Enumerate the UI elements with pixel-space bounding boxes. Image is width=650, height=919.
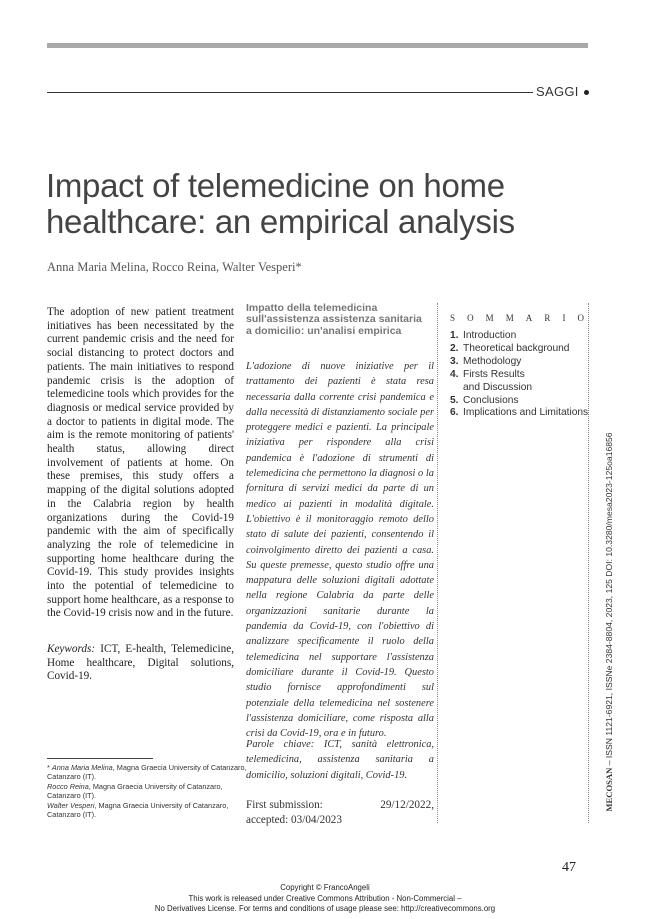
page-number: 47 <box>562 860 576 875</box>
journal-details: – ISSN 1121-6921, ISSNe 2384-8804, 2023, 125 DOI: 10.3280/mesa2023-125oa16856 <box>604 432 614 768</box>
sommario-letter: R <box>544 313 551 323</box>
sommario-letter: A <box>525 313 533 323</box>
submission-info <box>246 798 434 827</box>
toc-item-continuation: and Discussion <box>463 381 533 393</box>
footnote-rule <box>47 758 153 759</box>
section-label: SAGGI <box>536 84 579 99</box>
license-line-2: No Derivatives License. For terms and conditions of usage please see: http://creativecommons.org <box>154 904 496 913</box>
sommario-heading <box>450 313 584 323</box>
italian-title: Impatto della telemedicina sull'assistenza assistenza sanitaria a domicilio: un'analisi empirica <box>246 302 422 337</box>
abstract-english: The adoption of new patient treatment initiatives has been necessitated by the current pandemic crisis and the need for social distancing to protect doctors and patients. The main initiatives to respond pandemic crisis is the adoption of telemedicine tools which provides for the diagnosis or medical service provided by a doctor to patients in digital mode. The aim is the remote monitoring of patients' health status, allowing direct involvement of patients at home. On these premises, this study offers a mapping of the digital solutions adopted in the Calabria region by health organizations during the Covid-19 pandemic with the aim of specifically analyzing the role of telemedicine in supporting home healthcare during the Covid-19. This study provides insights into the potential of telemedicine to support home healthcare, as a response to the Covid-19 crisis now and in the future. <box>47 306 234 620</box>
toc-item: 6. Implications and Limitations <box>450 407 589 419</box>
toc-item: 3. Methodology <box>450 355 522 367</box>
toc-item: 1. Introduction <box>450 330 517 341</box>
section-rule <box>47 92 533 93</box>
article-title <box>46 168 566 240</box>
toc-item: 2. Theoretical background <box>450 342 570 354</box>
footnote-3: Walter Vesperi, Magna Graecia University of Catanzaro, Catanzaro (IT). <box>47 800 229 820</box>
license-line-1: This work is released under Creative Commons Attribution - Non-Commercial – <box>188 893 462 903</box>
sommario-letter: O <box>577 313 584 323</box>
footnotes <box>47 763 247 819</box>
section-dot <box>584 90 589 95</box>
keywords-english <box>47 643 234 684</box>
keywords-label: Keywords: <box>47 643 96 655</box>
footnote-1: * Anna Maria Melina, Magna Graecia University of Catanzaro, Catanzaro (IT). <box>47 763 247 782</box>
journal-name: MECOSAN <box>604 767 614 812</box>
sommario-letter: O <box>467 313 474 323</box>
article-title-line-2: healthcare: an empirical analysis <box>46 203 515 240</box>
copyright-line: Copyright © FrancoAngeli <box>280 883 370 892</box>
first-submission-date: 29/12/2022, <box>380 799 434 811</box>
sommario-letter: M <box>485 313 494 323</box>
abstract-italian: L'adozione di nuove iniziative per il trattamento dei pazienti è stata resa necessaria dalla corrente crisi pandemica e dalla necessità di distanziamento sociale per proteggere medici e pazienti. La principale iniziativa per rispondere alla crisi pandemica è l'adozione di strumenti di telemedicina che permettono la diagnosi o la fornitura di servizi medici da parte di un medico ai pazienti in modalità digitale. L'obiettivo è il monitoraggio remoto dello stato di salute dei pazienti, consentendo il coinvolgimento diretto dei pazienti a casa. Su queste premesse, questo studio offre una mappatura delle soluzioni digitali adottate nella regione Calabria da parte delle organizzazioni sanitarie durante la pandemia da Covid-19, con l'obiettivo di analizzare specificamente il ruolo della telemedicina nel supportare l'assistenza domiciliare durante il Covid-19. Questo studio fornisce approfondimenti sul potenziale della telemedicina nel sostenere l'assistenza domiciliare, come risposta alla crisi da Covid-19, ora e in futuro. <box>246 361 434 740</box>
toc-item: 4. Firsts Results <box>450 368 525 380</box>
first-submission-label: First submission: <box>246 799 323 811</box>
keywords-list: ICT, E-health, Telemedicine, Home healthcare, Digital solutions, Covid-19. <box>47 643 234 683</box>
authors: Anna Maria Melina, Rocco Reina, Walter Vesperi* <box>47 260 302 274</box>
top-rule <box>47 43 588 48</box>
toc-item: 5. Conclusions <box>450 394 519 406</box>
sommario-letter: S <box>450 313 456 323</box>
sommario-letter: M <box>505 313 514 323</box>
sommario-left-border <box>437 303 438 823</box>
table-of-contents <box>450 330 590 420</box>
side-journal-info <box>603 407 615 837</box>
copyright-footer <box>0 883 650 915</box>
article-title-line-1: Impact of telemedicine on home <box>46 167 505 204</box>
footnote-2: Rocco Reina, Magna Graecia University of Catanzaro, Catanzaro (IT). <box>47 781 223 801</box>
accepted-date: accepted: 03/04/2023 <box>246 813 342 826</box>
sommario-letter: I <box>562 313 566 323</box>
keywords-italian: Parole chiave: ICT, sanità elettronica, telemedicina, assistenza sanitaria a domicilio, soluzioni digitali, Covid-19. <box>246 739 434 781</box>
